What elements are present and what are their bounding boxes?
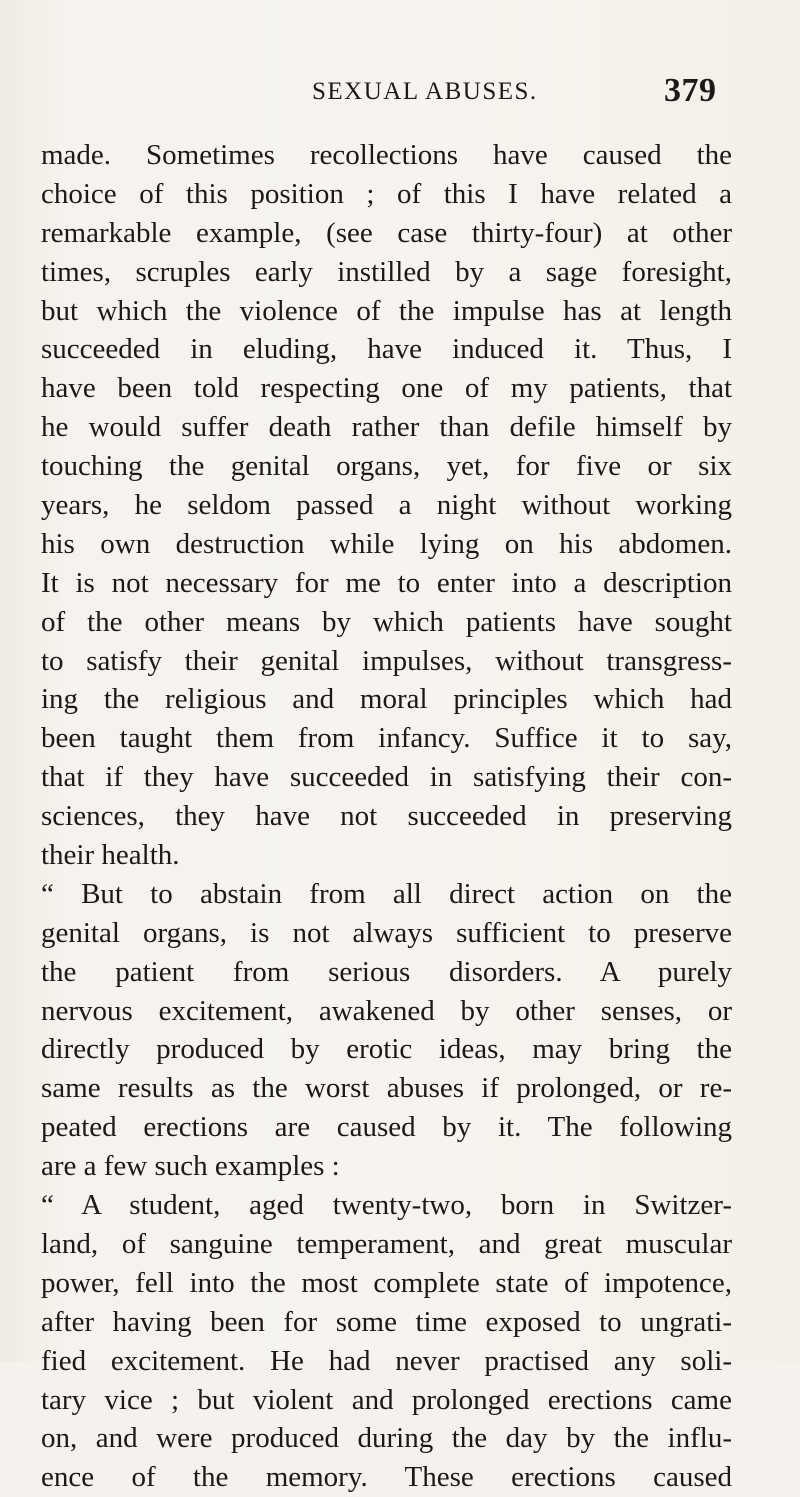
text-line: times, scruples early instilled by a sage foresight, — [41, 255, 732, 288]
text-line: nervous excitement, awakened by other senses, or — [41, 994, 732, 1027]
text-line: made. Sometimes recollections have caused the — [41, 139, 732, 171]
text-line: “ But to abstain from all direct action on the — [41, 877, 732, 910]
text-line: to satisfy their genital impulses, without transgress- — [41, 644, 732, 677]
text-line: sciences, they have not succeeded in preserving — [41, 800, 732, 833]
text-line: “ A student, aged twenty-two, born in Switzer- — [41, 1189, 732, 1222]
text-line: remarkable example, (see case thirty-four) at other — [41, 216, 732, 249]
text-line: choice of this position ; of this I have related a — [41, 177, 732, 210]
text-line: fied excitement. He had never practised any soli- — [41, 1344, 732, 1377]
text-line: land, of sanguine temperament, and great muscular — [41, 1227, 732, 1260]
text-line: touching the genital organs, yet, for five or six — [41, 450, 732, 483]
text-line: the patient from serious disorders. A purely — [41, 955, 732, 988]
text-line: ing the religious and moral principles which had — [41, 683, 732, 716]
paragraph-end-line: are a few such examples : — [41, 1150, 340, 1183]
text-line: It is not necessary for me to enter into a description — [41, 566, 732, 599]
text-line: directly produced by erotic ideas, may bring the — [41, 1033, 732, 1066]
running-head — [0, 72, 800, 112]
text-line: genital organs, is not always sufficient to preserve — [41, 916, 732, 949]
text-line: of the other means by which patients have sought — [41, 605, 732, 638]
text-line: but which the violence of the impulse has at length — [41, 294, 732, 327]
text-line: after having been for some time exposed to ungrati- — [41, 1305, 732, 1338]
page-number: 379 — [664, 72, 717, 109]
text-line: same results as the worst abuses if prolonged, or re- — [41, 1072, 732, 1105]
running-title: SEXUAL ABUSES. — [312, 78, 538, 105]
text-line: years, he seldom passed a night without working — [41, 489, 732, 522]
text-line: ence of the memory. These erections caused — [41, 1461, 732, 1494]
text-line: that if they have succeeded in satisfying their con- — [41, 761, 732, 794]
text-line: power, fell into the most complete state of impotence, — [41, 1266, 732, 1299]
body-text — [41, 136, 732, 1497]
text-line: on, and were produced during the day by the influ- — [41, 1422, 732, 1455]
text-line: he would suffer death rather than defile himself by — [41, 411, 732, 444]
text-line: tary vice ; but violent and prolonged erections came — [41, 1383, 732, 1416]
text-line: peated erections are caused by it. The following — [41, 1111, 732, 1144]
text-line: succeeded in eluding, have induced it. Thus, I — [41, 333, 732, 366]
text-line: his own destruction while lying on his abdomen. — [41, 527, 732, 560]
paragraph-end-line: their health. — [41, 839, 180, 872]
text-line: been taught them from infancy. Suffice it to say, — [41, 722, 732, 755]
text-line: have been told respecting one of my patients, that — [41, 372, 732, 405]
